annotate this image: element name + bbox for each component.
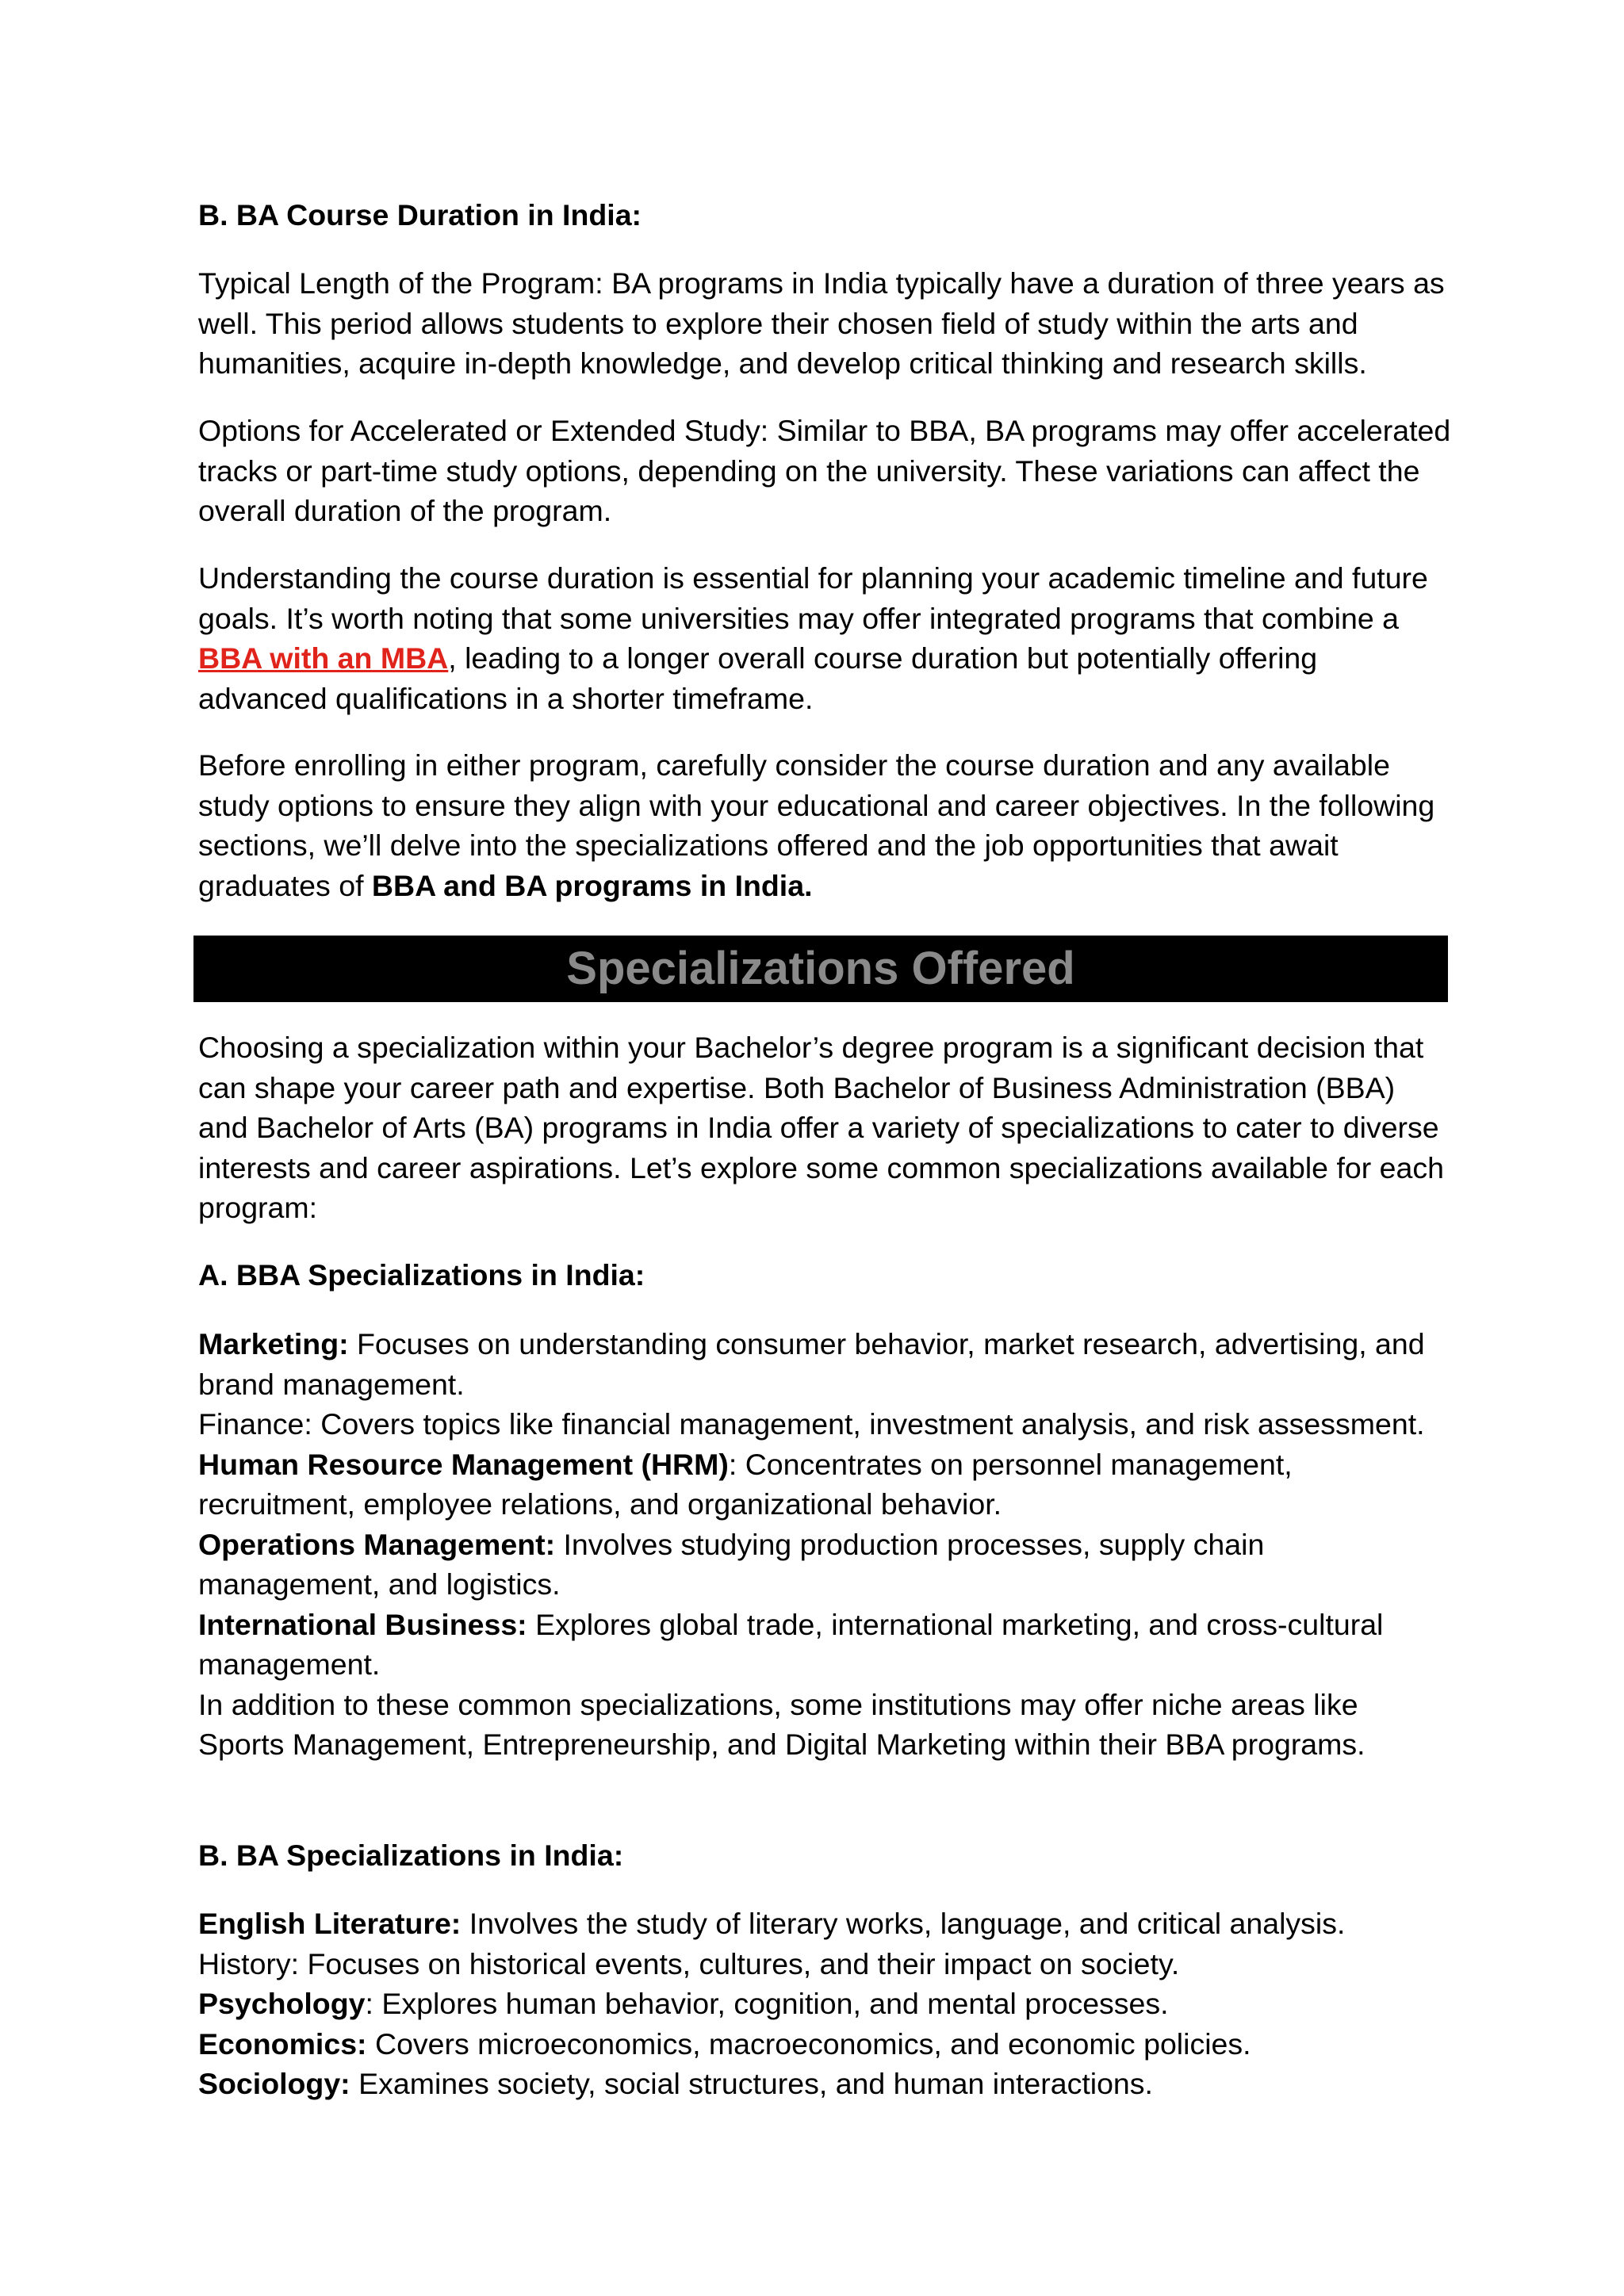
- bba-specializations-heading: A. BBA Specializations in India:: [198, 1258, 645, 1292]
- bba-hrm-item: [198, 1445, 1451, 1525]
- ba-duration-p2: Options for Accelerated or Extended Study: Similar to BBA, BA programs may offer accelerated tracks or part-time study options, depending on the university. These variations can affect the overall duration of the program.: [198, 414, 1451, 527]
- bba-ops-item: [198, 1525, 1451, 1605]
- specializations-intro-text: Choosing a specialization within your Bachelor’s degree program is a significant decision that can shape your career path and expertise. Both Bachelor of Business Administration (BBA) and Bachelor of Arts (BA) programs in India offer a variety of specializations to cater to diverse interests and career aspirations. Let’s explore some common specializations available for each program:: [198, 1031, 1444, 1224]
- bba-specializations-list: [198, 1324, 1451, 1765]
- ba-duration-p4-start: Before enrolling in either program, carefully consider the course duration and any available study options to ensure they align with your educational and career objectives. In the following sections, we’ll delve into the specializations offered and the job opportunities that await graduates of: [198, 748, 1435, 902]
- bba-hrm-text: : Concentrates on personnel management, recruitment, employee relations, and organizational behavior.: [198, 1447, 1293, 1521]
- specializations-banner-title: Specializations Offered: [566, 943, 1075, 994]
- bba-addition-text: In addition to these common specializations, some institutions may offer niche areas like Sports Management, Entrepreneurship, and Digital Marketing within their BBA programs.: [198, 1687, 1365, 1761]
- ba-duration-p1: Typical Length of the Program: BA programs in India typically have a duration of three years as well. This period allows students to explore their chosen field of study within the arts and humanities, acquire in-depth knowledge, and develop critical thinking and research skills.: [198, 266, 1445, 380]
- ba-english-label: English Literature:: [198, 1907, 462, 1940]
- ba-duration-paragraph-2: [198, 411, 1451, 531]
- ba-specializations-heading-block: [198, 1835, 1467, 1876]
- bba-marketing-text: Focuses on understanding consumer behavior, market research, advertising, and brand management.: [198, 1327, 1425, 1401]
- ba-duration-heading-block: [198, 195, 1467, 235]
- ba-history-item: History: Focuses on historical events, cultures, and their impact on society.: [198, 1946, 1180, 1980]
- specializations-banner: [193, 936, 1448, 1002]
- specializations-intro: [198, 1027, 1451, 1228]
- ba-duration-paragraph-1: [198, 263, 1451, 384]
- ba-duration-paragraph-4: [198, 745, 1451, 905]
- ba-psych-item: [198, 1984, 1451, 2024]
- ba-specializations-list: [198, 1904, 1451, 2104]
- ba-duration-paragraph-3: [198, 558, 1451, 718]
- bba-marketing-label: Marketing:: [198, 1327, 349, 1360]
- ba-duration-p4-bold: BBA and BA programs in India.: [371, 868, 813, 902]
- ba-duration-p3-end: , leading to a longer overall course duration but potentially offering advanced qualifications in a shorter timeframe.: [198, 641, 1318, 715]
- ba-english-item: [198, 1904, 1451, 1944]
- bba-intl-label: International Business:: [198, 1607, 527, 1641]
- ba-duration-heading: B. BA Course Duration in India:: [198, 198, 642, 232]
- ba-soc-text: Examines society, social structures, and human interactions.: [350, 2067, 1153, 2100]
- bba-ops-label: Operations Management:: [198, 1527, 556, 1561]
- ba-english-text: Involves the study of literary works, language, and critical analysis.: [461, 1907, 1346, 1940]
- ba-econ-label: Economics:: [198, 2026, 367, 2061]
- ba-psych-label: Psychology: [198, 1987, 366, 2020]
- bba-specializations-heading-block: [198, 1255, 1467, 1295]
- bba-intl-item: [198, 1605, 1451, 1685]
- ba-duration-p3-start: Understanding the course duration is essential for planning your academic timeline and future goals. It’s worth noting that some universities may offer integrated programs that combine a: [198, 561, 1428, 635]
- ba-econ-text: Covers microeconomics, macroeconomics, and economic policies.: [366, 2026, 1251, 2061]
- bba-with-mba-link[interactable]: BBA with an MBA: [198, 641, 449, 675]
- ba-soc-item: [198, 2064, 1451, 2104]
- ba-specializations-heading: B. BA Specializations in India:: [198, 1839, 624, 1872]
- bba-marketing-item: [198, 1324, 1451, 1404]
- ba-econ-item: [198, 2024, 1451, 2064]
- bba-hrm-label: Human Resource Management (HRM): [198, 1447, 729, 1481]
- ba-soc-label: Sociology:: [198, 2067, 350, 2100]
- bba-intl-text: Explores global trade, international marketing, and cross-cultural management.: [198, 1607, 1384, 1681]
- ba-psych-text: : Explores human behavior, cognition, and mental processes.: [365, 1987, 1169, 2020]
- bba-finance-item: Finance: Covers topics like financial management, investment analysis, and risk assessment.: [198, 1407, 1425, 1441]
- bba-ops-text: Involves studying production processes, supply chain management, and logistics.: [198, 1527, 1265, 1601]
